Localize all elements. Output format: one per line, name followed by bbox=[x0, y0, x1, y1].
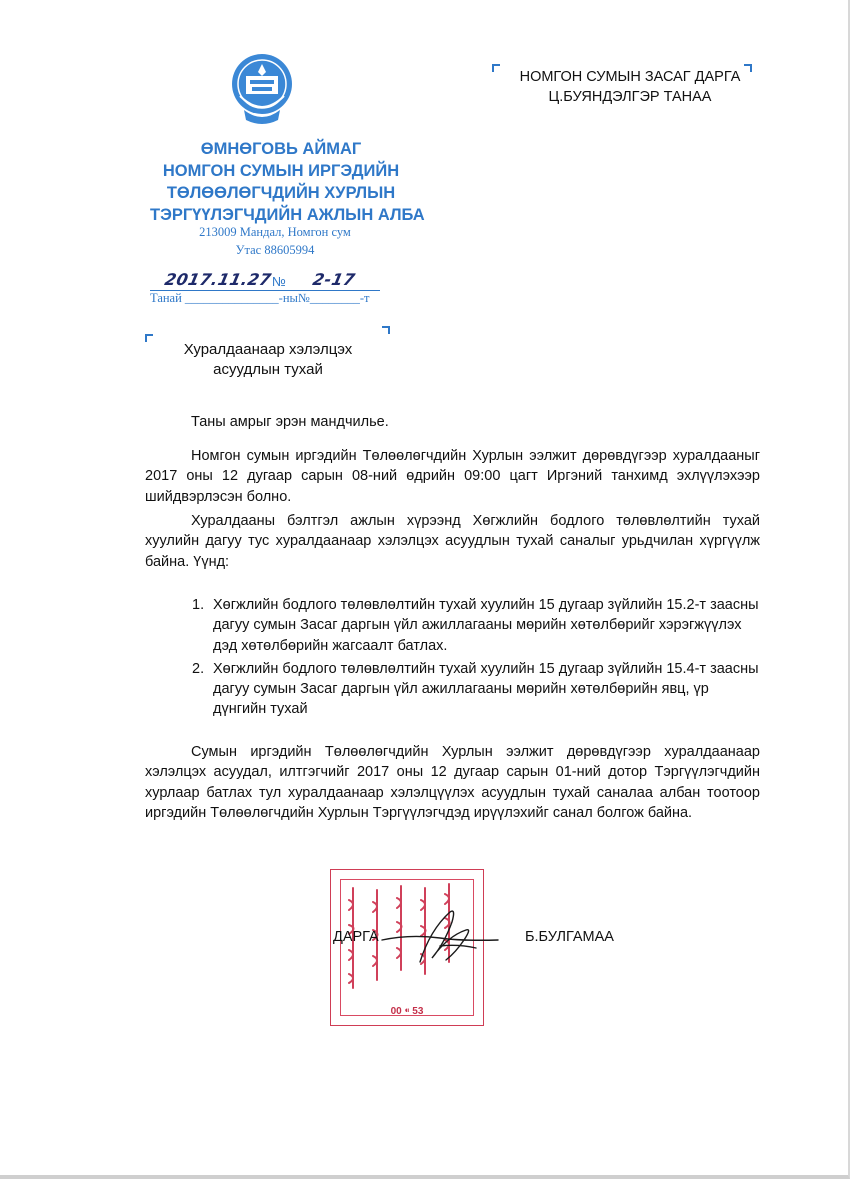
org-line: ТЭРГҮҮЛЭГЧДИЙН АЖЛЫН АЛБА bbox=[150, 206, 425, 224]
paragraph-text: Сумын иргэдийн Төлөөлөгчдийн Хурлын ээлжит дөрөвдүгээр хуралдаанаар хэлэлцэх асуудал, илтгэгчийг 2017 оны 12 дугаар сарын 01-ний дотор Тэргүүлэгчдийн хурлаар батлах тул хуралдаанаар хэлэлцүүлэх асуудлын тухай саналаа албан тоотоор иргэдийн Төлөөлөгчдийн Хурлын Тэргүүлэгчдэд ирүүлэхийг санал болгож байна. bbox=[145, 744, 760, 821]
paragraph bbox=[145, 446, 760, 507]
corner-bracket bbox=[382, 326, 390, 334]
paragraph-text: Номгон сумын иргэдийн Төлөөлөгчдийн Хурлын ээлжит дөрөвдүгээр хуралдааныг 2017 оны 12 дугаар сарын 08-ний өдрийн 09:00 цагт Иргэний танхимд эхлүүлэхээр шийдвэрлэсэн болно. bbox=[145, 448, 760, 505]
corner-bracket bbox=[492, 64, 500, 72]
org-line: НОМГОН СУМЫН ИРГЭДИЙН bbox=[162, 162, 400, 180]
agenda-list bbox=[192, 595, 760, 723]
greeting-text: Таны амрыг эрэн мандчилье. bbox=[191, 414, 389, 430]
handwritten-number: 2-17 bbox=[310, 270, 358, 289]
handwritten-signature bbox=[380, 900, 520, 970]
list-text: Хөгжлийн бодлого төлөвлөлтийн тухай хуулийн 15 дугаар зүйлийн 15.2-т заасны дагуу сумын Засаг даргын үйл ажиллагааны мөрийн хөтөлбөрийг хэрэгжүүлэх дэд хөтөлбөрийн жагсаалт батлах. bbox=[213, 597, 759, 654]
list-number: 2. bbox=[192, 660, 205, 677]
reference-line: Танай _______________-ны№________-т bbox=[150, 291, 370, 305]
list-item bbox=[192, 595, 760, 656]
signatory-title: ДАРГА bbox=[333, 929, 379, 945]
recipient-line: Ц.БУЯНДЭЛГЭР ТАНАА bbox=[548, 89, 712, 105]
corner-bracket bbox=[145, 334, 153, 342]
address: 213009 Мандал, Номгон сум bbox=[199, 225, 351, 239]
signatory-name: Б.БУЛГАМАА bbox=[525, 929, 614, 945]
subject bbox=[168, 340, 368, 380]
paragraph bbox=[145, 511, 760, 572]
subject-line: Хуралдаанаар хэлэлцэх bbox=[183, 341, 353, 358]
number-sign: № bbox=[272, 274, 286, 289]
org-line: ТӨЛӨӨЛӨГЧДИЙН ХУРЛЫН bbox=[166, 184, 396, 202]
paragraph-text: Хуралдааны бэлтгэл ажлын хүрээнд Хөгжлийн бодлого төлөвлөлтийн тухай хуулийн дагуу тус хуралдаанаар хэлэлцэх асуудлын тухай саналыг урьдчилан хүргүүлж байна. Үүнд: bbox=[145, 513, 760, 570]
handwritten-date: 2017.11.27 bbox=[162, 270, 274, 289]
greeting bbox=[145, 412, 760, 432]
org-line: ӨМНӨГОВЬ АЙМАГ bbox=[200, 140, 362, 158]
recipient-block bbox=[500, 67, 760, 107]
subject-line: асуудлын тухай bbox=[213, 361, 323, 378]
phone: Утас 88605994 bbox=[235, 243, 315, 257]
list-item bbox=[192, 659, 760, 720]
recipient-line: НОМГОН СУМЫН ЗАСАГ ДАРГА bbox=[519, 69, 741, 85]
soyombo-emblem-icon bbox=[230, 52, 294, 128]
list-text: Хөгжлийн бодлого төлөвлөлтийн тухай хуулийн 15 дугаар зүйлийн 15.4-т заасны дагуу сумын Засаг даргын үйл ажиллагааны мөрийн хөтөлбөрийн явц, үр дүнгийн тухай bbox=[213, 660, 759, 718]
list-number: 1. bbox=[192, 597, 205, 613]
stamp-number: 00 ⁌ 53 bbox=[390, 1006, 424, 1017]
paragraph bbox=[145, 742, 760, 823]
organization-title bbox=[150, 138, 425, 226]
